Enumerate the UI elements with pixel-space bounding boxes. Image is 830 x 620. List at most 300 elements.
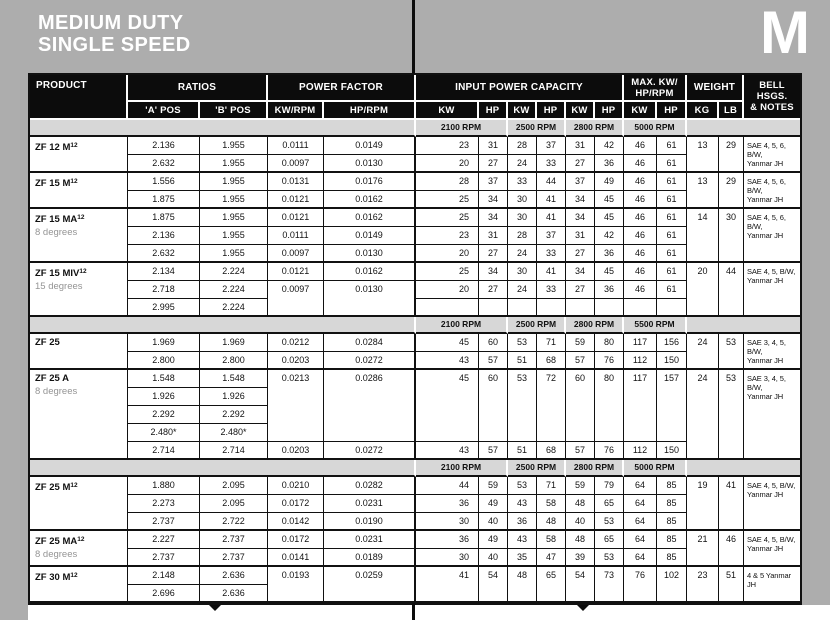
rpm-band-label: 2800 RPM xyxy=(566,317,624,334)
value-cell: 27 xyxy=(479,155,508,173)
value-cell: 53 xyxy=(595,513,624,531)
value-cell xyxy=(479,299,508,317)
value-cell: 117 xyxy=(624,334,657,352)
pf-kw-cell: 0.0121 xyxy=(268,263,324,281)
value-cell: 48 xyxy=(508,567,537,603)
ratio-a-cell: 1.969 xyxy=(128,334,200,352)
continued-arrow-icon xyxy=(209,605,221,611)
pf-hp-cell: 0.0149 xyxy=(324,137,416,155)
ratio-a-cell: 2.292 xyxy=(128,406,200,424)
value-cell: 112 xyxy=(624,352,657,370)
value-cell: 46 xyxy=(624,173,657,191)
value-cell: 46 xyxy=(624,227,657,245)
ratio-b-cell: 1.955 xyxy=(200,209,268,227)
weight-kg-cell: 14 xyxy=(687,209,719,263)
value-cell: 36 xyxy=(416,531,479,549)
notes-cell: SAE 4, 5, B/W, Yanmar JH xyxy=(744,531,800,567)
header-kw-rpm: KW/RPM xyxy=(268,102,324,120)
value-cell: 28 xyxy=(508,227,537,245)
value-cell: 46 xyxy=(624,245,657,263)
value-cell: 61 xyxy=(657,209,687,227)
value-cell: 43 xyxy=(416,442,479,460)
product-cell: ZF 15 $M^{12}$ xyxy=(30,173,128,209)
ratio-a-cell: 1.875 xyxy=(128,209,200,227)
notes-cell: SAE 4, 5, 6, B/W, Yanmar JH xyxy=(744,137,800,173)
value-cell: 65 xyxy=(537,567,566,603)
header-weight: WEIGHT xyxy=(687,75,744,102)
value-cell: 58 xyxy=(537,495,566,513)
value-cell: 46 xyxy=(624,281,657,299)
value-cell: 40 xyxy=(566,513,595,531)
value-cell: 76 xyxy=(595,352,624,370)
value-cell: 20 xyxy=(416,245,479,263)
value-cell: 65 xyxy=(595,531,624,549)
pf-hp-cell: 0.0130 xyxy=(324,155,416,173)
ratio-b-cell: 1.955 xyxy=(200,245,268,263)
value-cell: 150 xyxy=(657,352,687,370)
value-cell: 61 xyxy=(657,191,687,209)
value-cell: 36 xyxy=(508,513,537,531)
weight-lb-cell: 51 xyxy=(719,567,744,603)
pf-kw-cell: 0.0213 xyxy=(268,370,324,442)
value-cell xyxy=(537,299,566,317)
value-cell: 157 xyxy=(657,370,687,442)
pf-hp-cell: 0.0189 xyxy=(324,549,416,567)
ratio-a-cell: 2.227 xyxy=(128,531,200,549)
header-input-power: INPUT POWER CAPACITY xyxy=(416,75,624,102)
pf-kw-cell: 0.0172 xyxy=(268,531,324,549)
pf-kw-cell: 0.0097 xyxy=(268,245,324,263)
ratio-b-cell: 1.548 xyxy=(200,370,268,388)
value-cell: 156 xyxy=(657,334,687,352)
value-cell: 85 xyxy=(657,513,687,531)
pf-kw-cell: 0.0121 xyxy=(268,209,324,227)
value-cell: 73 xyxy=(595,567,624,603)
rpm-band-label: 2100 RPM xyxy=(416,317,508,334)
pf-hp-cell: 0.0190 xyxy=(324,513,416,531)
value-cell: 64 xyxy=(624,477,657,495)
value-cell: 34 xyxy=(566,209,595,227)
value-cell: 59 xyxy=(566,334,595,352)
rpm-band-spacer xyxy=(30,460,416,477)
notes-cell: SAE 3, 4, 5, B/W, Yanmar JH xyxy=(744,370,800,460)
value-cell: 34 xyxy=(566,191,595,209)
value-cell: 64 xyxy=(624,531,657,549)
rpm-band-spacer xyxy=(687,460,800,477)
value-cell: 40 xyxy=(479,549,508,567)
weight-kg-cell: 13 xyxy=(687,137,719,173)
ratio-a-cell: 1.926 xyxy=(128,388,200,406)
pf-kw-cell: 0.0193 xyxy=(268,567,324,603)
ratio-b-cell: 1.955 xyxy=(200,191,268,209)
rpm-band-label: 5000 RPM xyxy=(624,120,687,137)
product-cell: ZF 25 $M^{12}$ xyxy=(30,477,128,531)
ratio-a-cell: 1.880 xyxy=(128,477,200,495)
value-cell xyxy=(508,299,537,317)
value-cell: 150 xyxy=(657,442,687,460)
weight-kg-cell: 24 xyxy=(687,370,719,460)
value-cell: 41 xyxy=(416,567,479,603)
value-cell: 102 xyxy=(657,567,687,603)
weight-lb-cell: 46 xyxy=(719,531,744,567)
ratio-a-cell: 2.737 xyxy=(128,513,200,531)
value-cell: 43 xyxy=(508,495,537,513)
value-cell: 45 xyxy=(416,370,479,442)
value-cell: 46 xyxy=(624,191,657,209)
value-cell: 65 xyxy=(595,495,624,513)
pf-kw-cell: 0.0203 xyxy=(268,352,324,370)
value-cell: 33 xyxy=(508,173,537,191)
weight-lb-cell: 53 xyxy=(719,334,744,370)
header-a-pos: 'A' POS xyxy=(128,102,200,120)
ratio-b-cell: 1.955 xyxy=(200,227,268,245)
value-cell: 64 xyxy=(624,549,657,567)
ratio-a-cell: 1.875 xyxy=(128,191,200,209)
pf-hp-cell: 0.0272 xyxy=(324,352,416,370)
page-title: MEDIUM DUTY SINGLE SPEED xyxy=(38,12,191,56)
value-cell: 61 xyxy=(657,245,687,263)
rpm-band-label: 2800 RPM xyxy=(566,460,624,477)
ratio-a-cell: 2.136 xyxy=(128,137,200,155)
value-cell: 45 xyxy=(595,209,624,227)
weight-kg-cell: 20 xyxy=(687,263,719,317)
header-b-pos: 'B' POS xyxy=(200,102,268,120)
notes-cell: SAE 4, 5, B/W, Yanmar JH xyxy=(744,263,800,317)
value-cell: 37 xyxy=(479,173,508,191)
value-cell: 31 xyxy=(566,227,595,245)
value-cell: 46 xyxy=(624,155,657,173)
header-hp: HP xyxy=(479,102,508,120)
value-cell: 45 xyxy=(416,334,479,352)
value-cell: 35 xyxy=(508,549,537,567)
ratio-a-cell: 2.632 xyxy=(128,155,200,173)
value-cell xyxy=(566,299,595,317)
value-cell: 71 xyxy=(537,334,566,352)
ratio-b-cell: 2.224 xyxy=(200,263,268,281)
pf-hp-cell: 0.0149 xyxy=(324,227,416,245)
rpm-band-label: 2500 RPM xyxy=(508,120,566,137)
pf-kw-cell: 0.0141 xyxy=(268,549,324,567)
value-cell: 53 xyxy=(508,370,537,442)
value-cell xyxy=(657,299,687,317)
value-cell: 30 xyxy=(508,191,537,209)
rpm-band-label: 2500 RPM xyxy=(508,460,566,477)
ratio-b-cell: 1.926 xyxy=(200,388,268,406)
notes-cell: SAE 4, 5, 6, B/W, Yanmar JH xyxy=(744,173,800,209)
value-cell: 20 xyxy=(416,281,479,299)
value-cell: 80 xyxy=(595,334,624,352)
ratio-b-cell: 2.800 xyxy=(200,352,268,370)
value-cell: 57 xyxy=(479,442,508,460)
ratio-b-cell: 2.722 xyxy=(200,513,268,531)
weight-kg-cell: 21 xyxy=(687,531,719,567)
value-cell: 27 xyxy=(479,245,508,263)
value-cell: 45 xyxy=(595,191,624,209)
rpm-band-spacer xyxy=(30,317,416,334)
value-cell: 30 xyxy=(508,263,537,281)
pf-hp-cell: 0.0231 xyxy=(324,495,416,513)
header-hp-rpm: HP/RPM xyxy=(324,102,416,120)
rpm-band-label: 5500 RPM xyxy=(624,317,687,334)
value-cell: 61 xyxy=(657,155,687,173)
header-lb: LB xyxy=(719,102,744,120)
product-cell: ZF 25 MA$^{12}$ 8 degrees xyxy=(30,531,128,567)
value-cell: 112 xyxy=(624,442,657,460)
value-cell xyxy=(624,299,657,317)
ratio-b-cell: 2.737 xyxy=(200,531,268,549)
product-cell: ZF 30 $M^{12}$ xyxy=(30,567,128,603)
value-cell: 27 xyxy=(566,281,595,299)
value-cell: 48 xyxy=(566,531,595,549)
pf-kw-cell: 0.0121 xyxy=(268,191,324,209)
value-cell: 57 xyxy=(566,352,595,370)
value-cell: 36 xyxy=(595,281,624,299)
pf-hp-cell: 0.0286 xyxy=(324,370,416,442)
ratio-b-cell: 2.480* xyxy=(200,424,268,442)
value-cell: 23 xyxy=(416,227,479,245)
value-cell: 85 xyxy=(657,549,687,567)
value-cell: 61 xyxy=(657,173,687,191)
value-cell: 34 xyxy=(566,263,595,281)
value-cell: 37 xyxy=(537,227,566,245)
ratio-a-cell: 2.134 xyxy=(128,263,200,281)
pf-kw-cell: 0.0097 xyxy=(268,155,324,173)
header-kw: KW xyxy=(508,102,537,120)
value-cell: 30 xyxy=(416,513,479,531)
value-cell: 34 xyxy=(479,191,508,209)
rpm-band-label: 2100 RPM xyxy=(416,460,508,477)
product-cell: ZF 15 MIV$^{12}$ 15 degrees xyxy=(30,263,128,317)
value-cell xyxy=(416,299,479,317)
bottom-margin xyxy=(28,605,830,620)
header-hp: HP xyxy=(595,102,624,120)
value-cell: 36 xyxy=(416,495,479,513)
value-cell: 85 xyxy=(657,495,687,513)
weight-lb-cell: 53 xyxy=(719,370,744,460)
pf-hp-cell: 0.0272 xyxy=(324,442,416,460)
ratio-b-cell: 1.955 xyxy=(200,137,268,155)
value-cell: 51 xyxy=(508,352,537,370)
value-cell: 59 xyxy=(566,477,595,495)
value-cell: 79 xyxy=(595,477,624,495)
product-cell: ZF 15 MA$^{12}$ 8 degrees xyxy=(30,209,128,263)
ratio-b-cell: 2.095 xyxy=(200,477,268,495)
ratio-b-cell: 2.636 xyxy=(200,585,268,603)
value-cell: 49 xyxy=(479,495,508,513)
value-cell: 54 xyxy=(479,567,508,603)
value-cell: 43 xyxy=(508,531,537,549)
value-cell: 27 xyxy=(479,281,508,299)
weight-lb-cell: 30 xyxy=(719,209,744,263)
value-cell: 41 xyxy=(537,209,566,227)
weight-lb-cell: 29 xyxy=(719,173,744,209)
header-ratios: RATIOS xyxy=(128,75,268,102)
value-cell: 31 xyxy=(479,137,508,155)
value-cell: 53 xyxy=(508,334,537,352)
rpm-band-spacer xyxy=(30,120,416,137)
notes-cell: 4 & 5 Yanmar JH xyxy=(744,567,800,603)
value-cell: 24 xyxy=(508,155,537,173)
value-cell: 33 xyxy=(537,245,566,263)
section-letter: M xyxy=(760,0,810,66)
pf-kw-cell: 0.0131 xyxy=(268,173,324,191)
value-cell: 23 xyxy=(416,137,479,155)
weight-kg-cell: 13 xyxy=(687,173,719,209)
value-cell: 41 xyxy=(537,263,566,281)
value-cell: 34 xyxy=(479,209,508,227)
ratio-a-cell: 2.800 xyxy=(128,352,200,370)
ratio-a-cell: 2.136 xyxy=(128,227,200,245)
value-cell: 68 xyxy=(537,352,566,370)
ratio-a-cell: 2.718 xyxy=(128,281,200,299)
pf-hp-cell: 0.0162 xyxy=(324,263,416,281)
ratio-a-cell: 2.632 xyxy=(128,245,200,263)
pf-kw-cell: 0.0097 xyxy=(268,281,324,317)
pf-kw-cell: 0.0111 xyxy=(268,227,324,245)
rpm-band-spacer xyxy=(687,120,800,137)
value-cell: 25 xyxy=(416,263,479,281)
value-cell: 59 xyxy=(479,477,508,495)
pf-kw-cell: 0.0172 xyxy=(268,495,324,513)
weight-lb-cell: 29 xyxy=(719,137,744,173)
product-cell: ZF 12 $M^{12}$ xyxy=(30,137,128,173)
product-cell: ZF 25 A 8 degrees xyxy=(30,370,128,460)
header-bell-hsgs-notes: BELL HSGS. & NOTES xyxy=(744,75,800,120)
value-cell: 64 xyxy=(624,513,657,531)
value-cell: 60 xyxy=(479,334,508,352)
value-cell: 57 xyxy=(566,442,595,460)
ratio-b-cell: 2.095 xyxy=(200,495,268,513)
pf-hp-cell: 0.0162 xyxy=(324,209,416,227)
notes-cell: SAE 4, 5, B/W, Yanmar JH xyxy=(744,477,800,531)
value-cell xyxy=(595,299,624,317)
value-cell: 61 xyxy=(657,137,687,155)
weight-kg-cell: 23 xyxy=(687,567,719,603)
ratio-a-cell: 1.548 xyxy=(128,370,200,388)
value-cell: 44 xyxy=(416,477,479,495)
spec-table xyxy=(28,73,802,605)
ratio-b-cell: 2.292 xyxy=(200,406,268,424)
value-cell: 37 xyxy=(537,137,566,155)
value-cell: 58 xyxy=(537,531,566,549)
ratio-b-cell: 2.737 xyxy=(200,549,268,567)
value-cell: 46 xyxy=(624,263,657,281)
value-cell: 45 xyxy=(595,263,624,281)
ratio-b-cell: 2.714 xyxy=(200,442,268,460)
ratio-b-cell: 2.224 xyxy=(200,281,268,299)
value-cell: 30 xyxy=(416,549,479,567)
value-cell: 72 xyxy=(537,370,566,442)
value-cell: 27 xyxy=(566,155,595,173)
header-kg: KG xyxy=(687,102,719,120)
value-cell: 64 xyxy=(624,495,657,513)
value-cell: 68 xyxy=(537,442,566,460)
value-cell: 37 xyxy=(566,173,595,191)
pf-hp-cell: 0.0130 xyxy=(324,281,416,317)
pf-kw-cell: 0.0111 xyxy=(268,137,324,155)
header-kw: KW xyxy=(624,102,657,120)
value-cell: 49 xyxy=(595,173,624,191)
value-cell: 60 xyxy=(566,370,595,442)
value-cell: 40 xyxy=(479,513,508,531)
value-cell: 24 xyxy=(508,281,537,299)
value-cell: 36 xyxy=(595,155,624,173)
value-cell: 24 xyxy=(508,245,537,263)
weight-lb-cell: 41 xyxy=(719,477,744,531)
ratio-a-cell: 2.148 xyxy=(128,567,200,585)
pf-kw-cell: 0.0142 xyxy=(268,513,324,531)
header-kw: KW xyxy=(416,102,479,120)
value-cell: 31 xyxy=(566,137,595,155)
ratio-b-cell: 2.224 xyxy=(200,299,268,317)
ratio-a-cell: 1.556 xyxy=(128,173,200,191)
value-cell: 85 xyxy=(657,531,687,549)
continued-arrow-icon xyxy=(577,605,589,611)
notes-cell: SAE 4, 5, 6, B/W, Yanmar JH xyxy=(744,209,800,263)
pf-hp-cell: 0.0282 xyxy=(324,477,416,495)
pf-kw-cell: 0.0210 xyxy=(268,477,324,495)
value-cell: 28 xyxy=(416,173,479,191)
header-kw: KW xyxy=(566,102,595,120)
value-cell: 31 xyxy=(479,227,508,245)
value-cell: 60 xyxy=(479,370,508,442)
ratio-a-cell: 2.714 xyxy=(128,442,200,460)
value-cell: 43 xyxy=(416,352,479,370)
value-cell: 48 xyxy=(537,513,566,531)
value-cell: 76 xyxy=(595,442,624,460)
pf-hp-cell: 0.0231 xyxy=(324,531,416,549)
ratio-b-cell: 2.636 xyxy=(200,567,268,585)
value-cell: 42 xyxy=(595,227,624,245)
value-cell: 53 xyxy=(595,549,624,567)
value-cell: 30 xyxy=(508,209,537,227)
bottom-divider-line xyxy=(412,603,415,620)
pf-hp-cell: 0.0130 xyxy=(324,245,416,263)
header-power-factor: POWER FACTOR xyxy=(268,75,416,102)
ratio-a-cell: 2.273 xyxy=(128,495,200,513)
pf-hp-cell: 0.0284 xyxy=(324,334,416,352)
ratio-b-cell: 1.955 xyxy=(200,155,268,173)
rpm-band-label: 5000 RPM xyxy=(624,460,687,477)
rpm-band-label: 2800 RPM xyxy=(566,120,624,137)
header-product: PRODUCT xyxy=(30,75,128,120)
weight-kg-cell: 24 xyxy=(687,334,719,370)
value-cell: 47 xyxy=(537,549,566,567)
value-cell: 61 xyxy=(657,227,687,245)
value-cell: 54 xyxy=(566,567,595,603)
value-cell: 20 xyxy=(416,155,479,173)
value-cell: 71 xyxy=(537,477,566,495)
notes-cell: SAE 3, 4, 5, B/W, Yanmar JH xyxy=(744,334,800,370)
value-cell: 61 xyxy=(657,263,687,281)
value-cell: 44 xyxy=(537,173,566,191)
rpm-band-label: 2100 RPM xyxy=(416,120,508,137)
value-cell: 76 xyxy=(624,567,657,603)
weight-kg-cell: 19 xyxy=(687,477,719,531)
value-cell: 42 xyxy=(595,137,624,155)
ratio-a-cell: 2.995 xyxy=(128,299,200,317)
value-cell: 34 xyxy=(479,263,508,281)
value-cell: 25 xyxy=(416,209,479,227)
value-cell: 53 xyxy=(508,477,537,495)
value-cell: 36 xyxy=(595,245,624,263)
value-cell: 49 xyxy=(479,531,508,549)
value-cell: 46 xyxy=(624,137,657,155)
header-hp: HP xyxy=(657,102,687,120)
value-cell: 61 xyxy=(657,281,687,299)
rpm-band-spacer xyxy=(687,317,800,334)
value-cell: 27 xyxy=(566,245,595,263)
